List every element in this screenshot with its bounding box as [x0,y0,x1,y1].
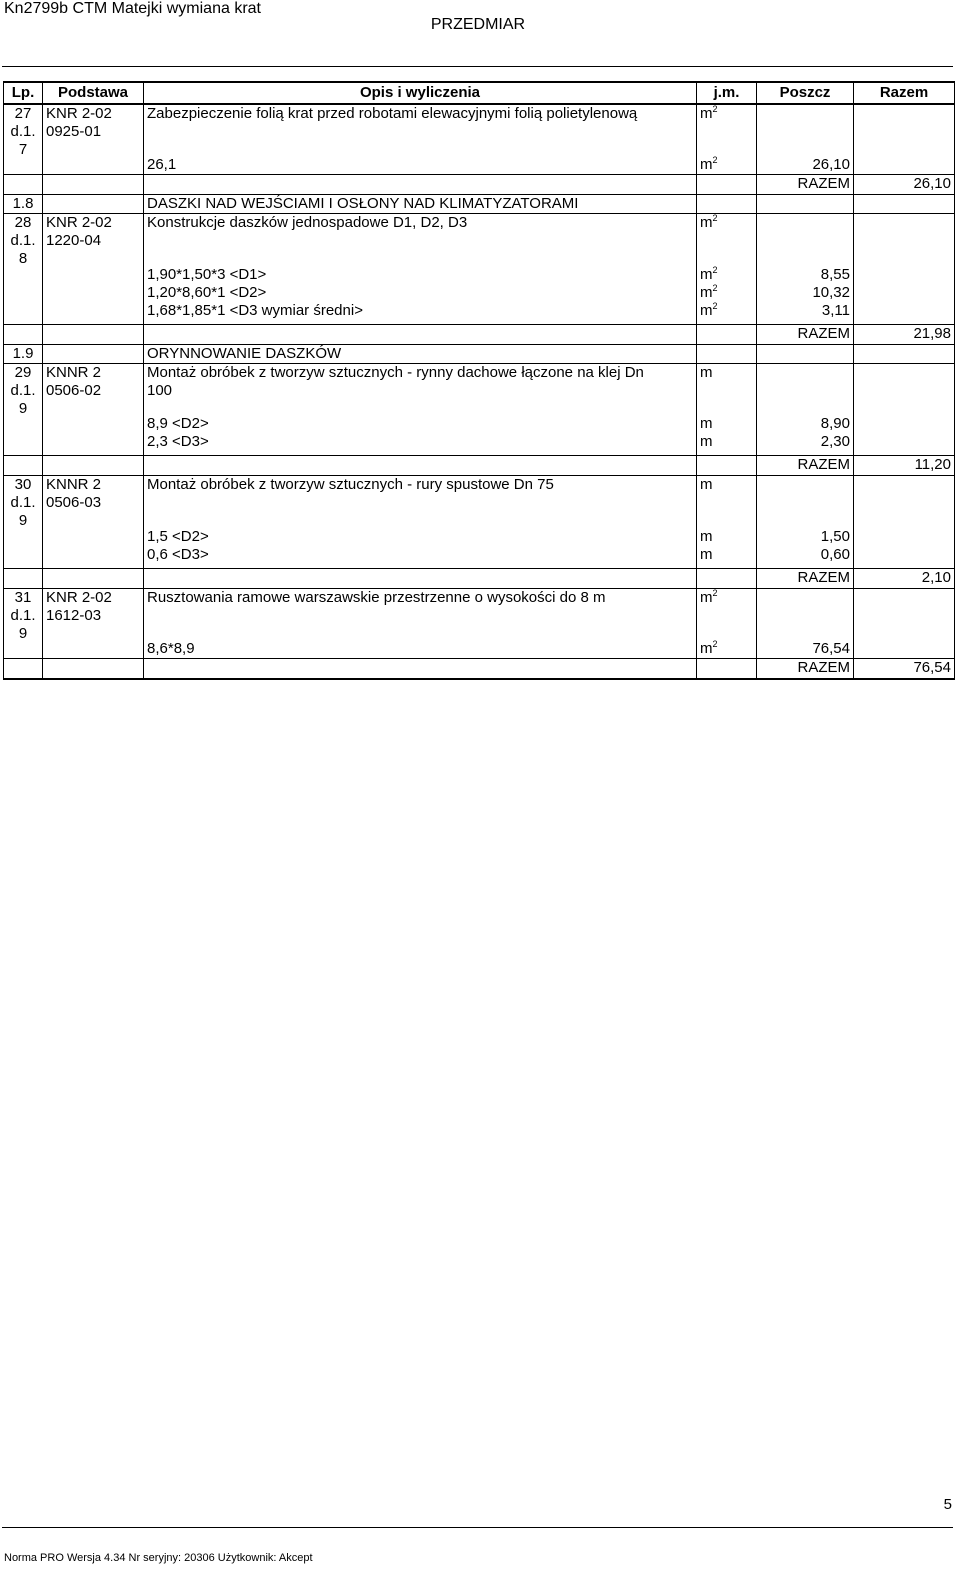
section-row [4,195,955,214]
item-description: Montaż obróbek z tworzyw sztucznych - rury spustowe Dn 75 [144,476,697,528]
razem-label: RAZEM [757,175,854,195]
item-description: Montaż obróbek z tworzyw sztucznych - rynny dachowe łączone na klej Dn 100 [144,363,697,415]
table-row [4,214,955,266]
calc-value: 10,32 [757,284,854,302]
item-unit: $m^2$ [697,214,757,266]
item-description: Rusztowania ramowe warszawskie przestrzenne o wysokości do 8 m [144,588,697,640]
calc-unit: $m^2$ [697,302,757,325]
calc-row [4,546,955,569]
table-row [4,363,955,415]
calc-value: 3,11 [757,302,854,325]
calc-value: 8,55 [757,266,854,284]
calc-unit: $m^2$ [697,266,757,284]
razem-row [4,324,955,344]
item-unit: $m^2$ [697,104,757,156]
calc-value: 26,10 [757,156,854,175]
item-lp: 31 d.1. 9 [4,588,43,659]
item-unit: m [697,363,757,415]
item-unit: m [697,476,757,528]
calc-unit: $m^2$ [697,284,757,302]
table-row [4,476,955,528]
document-title: Kn2799b CTM Matejki wymiana krat [4,0,261,17]
section-row [4,344,955,363]
col-header-poszcz: Poszcz [757,82,854,104]
item-podstawa: KNR 2-02 1612-03 [43,588,144,659]
razem-label: RAZEM [757,324,854,344]
table-row [4,588,955,640]
table-header-row [4,82,955,104]
item-lp: 29 d.1. 9 [4,363,43,456]
razem-value: 26,10 [854,175,955,195]
item-podstawa: KNNR 2 0506-02 [43,363,144,456]
item-lp: 27 d.1. 7 [4,104,43,175]
razem-row [4,659,955,679]
calc-expression: 1,5 <D2> [144,528,697,546]
calc-value: 2,30 [757,433,854,456]
footer-text: Norma PRO Wersja 4.34 Nr seryjny: 20306 Użytkownik: Akcept [4,1552,313,1564]
calc-unit: m [697,546,757,569]
calc-row [4,302,955,325]
razem-value: 11,20 [854,456,955,476]
calc-row [4,415,955,433]
item-unit: $m^2$ [697,588,757,640]
razem-row [4,568,955,588]
calc-unit: $m^2$ [697,156,757,175]
page-number: 5 [943,1496,952,1513]
calc-value: 0,60 [757,546,854,569]
col-header-lp: Lp. [4,82,43,104]
calc-row [4,433,955,456]
calc-expression: 8,9 <D2> [144,415,697,433]
section-title: PRZEDMIAR [430,16,526,33]
item-podstawa: KNNR 2 0506-03 [43,476,144,569]
section-title: ORYNNOWANIE DASZKÓW [144,344,697,363]
calc-unit: m [697,415,757,433]
razem-label: RAZEM [757,568,854,588]
calc-unit: $m^2$ [697,640,757,659]
section-number: 1.9 [4,344,43,363]
section-number: 1.8 [4,195,43,214]
section-title: DASZKI NAD WEJŚCIAMI I OSŁONY NAD KLIMATYZATORAMI [144,195,697,214]
table-row [4,104,955,156]
col-header-podstawa: Podstawa [43,82,144,104]
calc-row [4,266,955,284]
razem-value: 2,10 [854,568,955,588]
footer-divider [2,1527,953,1528]
razem-row [4,456,955,476]
razem-label: RAZEM [757,456,854,476]
calc-expression: 26,1 [144,156,697,175]
razem-value: 21,98 [854,324,955,344]
razem-label: RAZEM [757,659,854,679]
col-header-razem: Razem [854,82,955,104]
calc-row [4,640,955,659]
razem-row [4,175,955,195]
calc-expression: 8,6*8,9 [144,640,697,659]
col-header-opis: Opis i wyliczenia [144,82,697,104]
col-header-jm: j.m. [697,82,757,104]
calc-expression: 0,6 <D3> [144,546,697,569]
calc-expression: 1,20*8,60*1 <D2> [144,284,697,302]
calc-value: 76,54 [757,640,854,659]
bill-of-quantities-table [3,81,955,680]
calc-expression: 2,3 <D3> [144,433,697,456]
item-lp: 30 d.1. 9 [4,476,43,569]
calc-row [4,528,955,546]
calc-unit: m [697,528,757,546]
calc-unit: m [697,433,757,456]
calc-value: 1,50 [757,528,854,546]
item-podstawa: KNR 2-02 0925-01 [43,104,144,175]
item-podstawa: KNR 2-02 1220-04 [43,214,144,325]
calc-expression: 1,68*1,85*1 <D3 wymiar średni> [144,302,697,325]
item-description: Zabezpieczenie folią krat przed robotami elewacyjnymi folią polietylenową [144,104,697,156]
calc-row [4,284,955,302]
calc-row [4,156,955,175]
item-description: Konstrukcje daszków jednospadowe D1, D2, D3 [144,214,697,266]
header-divider [2,66,953,67]
item-lp: 28 d.1. 8 [4,214,43,325]
calc-value: 8,90 [757,415,854,433]
razem-value: 76,54 [854,659,955,679]
calc-expression: 1,90*1,50*3 <D1> [144,266,697,284]
